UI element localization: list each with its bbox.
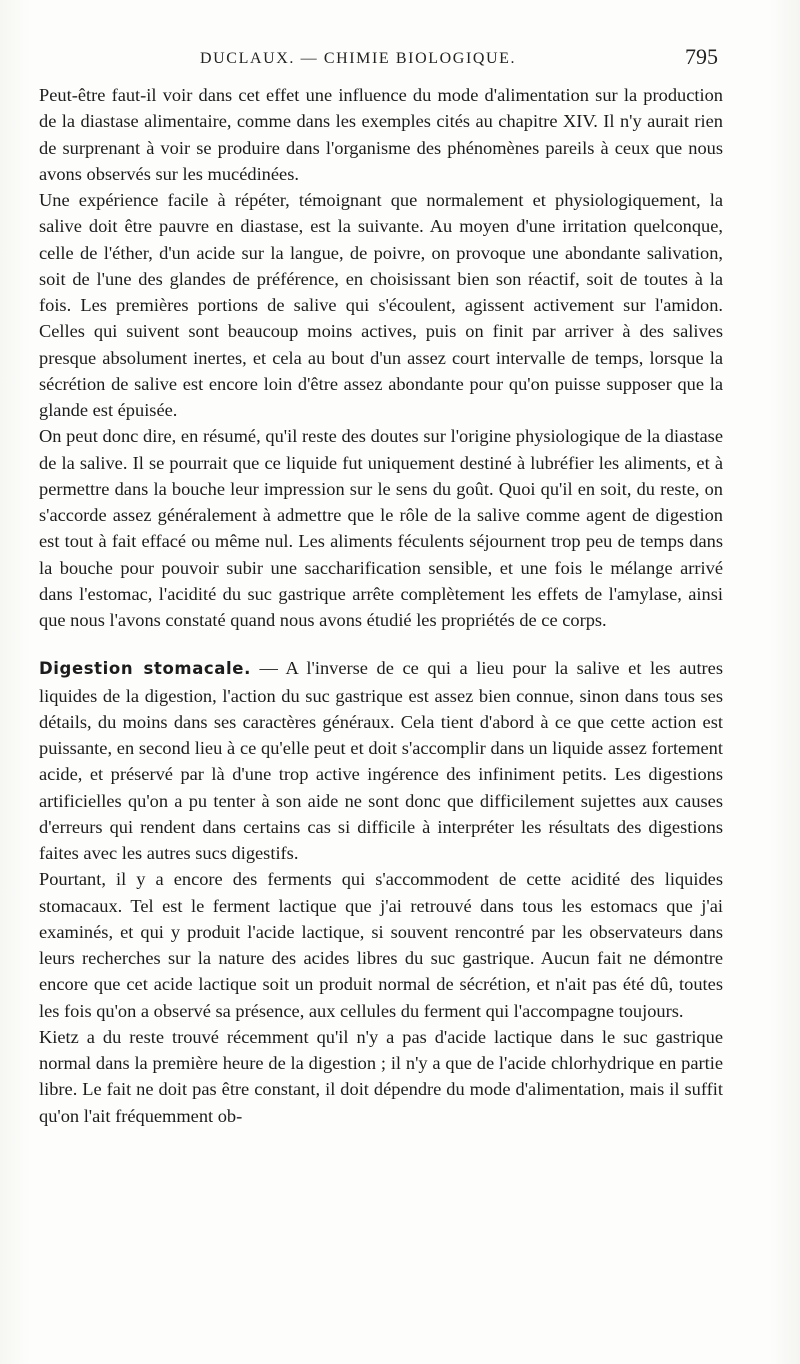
- paragraph-3: On peut donc dire, en résumé, qu'il reste des doutes sur l'origine physiologique de la diastase de la salive. Il se pourrait que ce liquide fut uniquement destiné à lubréfier les aliments, et à permettre dans la bouche leur impression sur le sens du goût. Quoi qu'il en soit, du reste, on s'accorde assez généralement à admettre que le rôle de la salive comme agent de digestion est tout à fait effacé ou même nul. Les aliments féculents séjournent trop peu de temps dans la bouche pour pouvoir subir une saccharification sensible, et une fois le mélange arrivé dans l'estomac, l'acidité du suc gastrique arrête complètement les effets de l'amylase, ainsi que nous l'avons constaté quand nous avons étudié les propriétés de ce corps.: [39, 426, 723, 630]
- paragraph-4: [39, 655, 723, 866]
- paragraph-5: Pourtant, il y a encore des ferments qui s'accommodent de cette acidité des liquides stomacaux. Tel est le ferment lactique que j'ai retrouvé dans tous les estomacs que j'ai examinés, et qui y produit l'acide lactique, si souvent rencontré par les observateurs dans leurs recherches sur la nature des acides libres du suc gastrique. Aucun fait ne démontre encore que cet acide lactique soit un produit normal de sécrétion, et n'ait pas été dû, toutes les fois qu'on a observé sa présence, aux cellules du ferment qui l'accompagne toujours.: [39, 869, 723, 1021]
- paragraph-6: Kietz a du reste trouvé récemment qu'il n'y a pas d'acide lactique dans le suc gastrique normal dans la première heure de la digestion ; il n'y a que de l'acide chlorhydrique en partie libre. Le fait ne doit pas être constant, il doit dépendre du mode d'alimentation, mais il suffit qu'on l'ait fréquemment ob-: [39, 1026, 723, 1126]
- body-text: [39, 82, 723, 1129]
- paragraph-1: Peut-être faut-il voir dans cet effet une influence du mode d'alimentation sur la production de la diastase alimentaire, comme dans les exemples cités au chapitre XIV. Il n'y aurait rien de surprenant à voir se produire dans l'organisme des phénomènes pareils à ceux que nous avons observés sur les mucédinées.: [39, 85, 723, 184]
- paragraph-2: Une expérience facile à répéter, témoignant que normalement et physiologiquement, la salive doit être pauvre en diastase, est la suivante. Au moyen d'une irritation quelconque, celle de l'éther, d'un acide sur la langue, de poivre, on provoque une abondante salivation, soit de l'une des glandes de préférence, en choisissant bien son réactif, soit de toutes à la fois. Les premières portions de salive qui s'écoulent, agissent activement sur l'amidon. Celles qui suivent sont beaucoup moins actives, puis on finit par arriver à des salives presque absolument inertes, et cela au bout d'un assez court intervalle de temps, lorsque la sécrétion de salive est encore loin d'être assez abondante pour qu'on puisse supposer que la glande est épuisée.: [39, 190, 723, 420]
- section-rubric: Digestion stomacale.: [39, 659, 251, 679]
- running-head-title: DUCLAUX. — CHIMIE BIOLOGIQUE.: [200, 50, 517, 67]
- running-head: [0, 44, 800, 74]
- page-number: 795: [685, 44, 718, 69]
- paragraph-4-text: — A l'inverse de ce qui a lieu pour la salive et les autres liquides de la digestion, l'action du suc gastrique est assez bien connue, sinon dans tous ses détails, du moins dans ses caractères généraux. Cela tient d'abord à ce que cette action est puissante, en second lieu à ce qu'elle peut et doit s'accomplir dans un liquide assez fortement acide, et préservé par là d'une trop active ingérence des infiniment petits. Les digestions artificielles qu'on a pu tenter à son aide ne sont donc que difficilement sujettes aux causes d'erreurs qui rendent dans certains cas si difficile à interpréter les résultats des digestions faites avec les autres sucs digestifs.: [39, 658, 723, 863]
